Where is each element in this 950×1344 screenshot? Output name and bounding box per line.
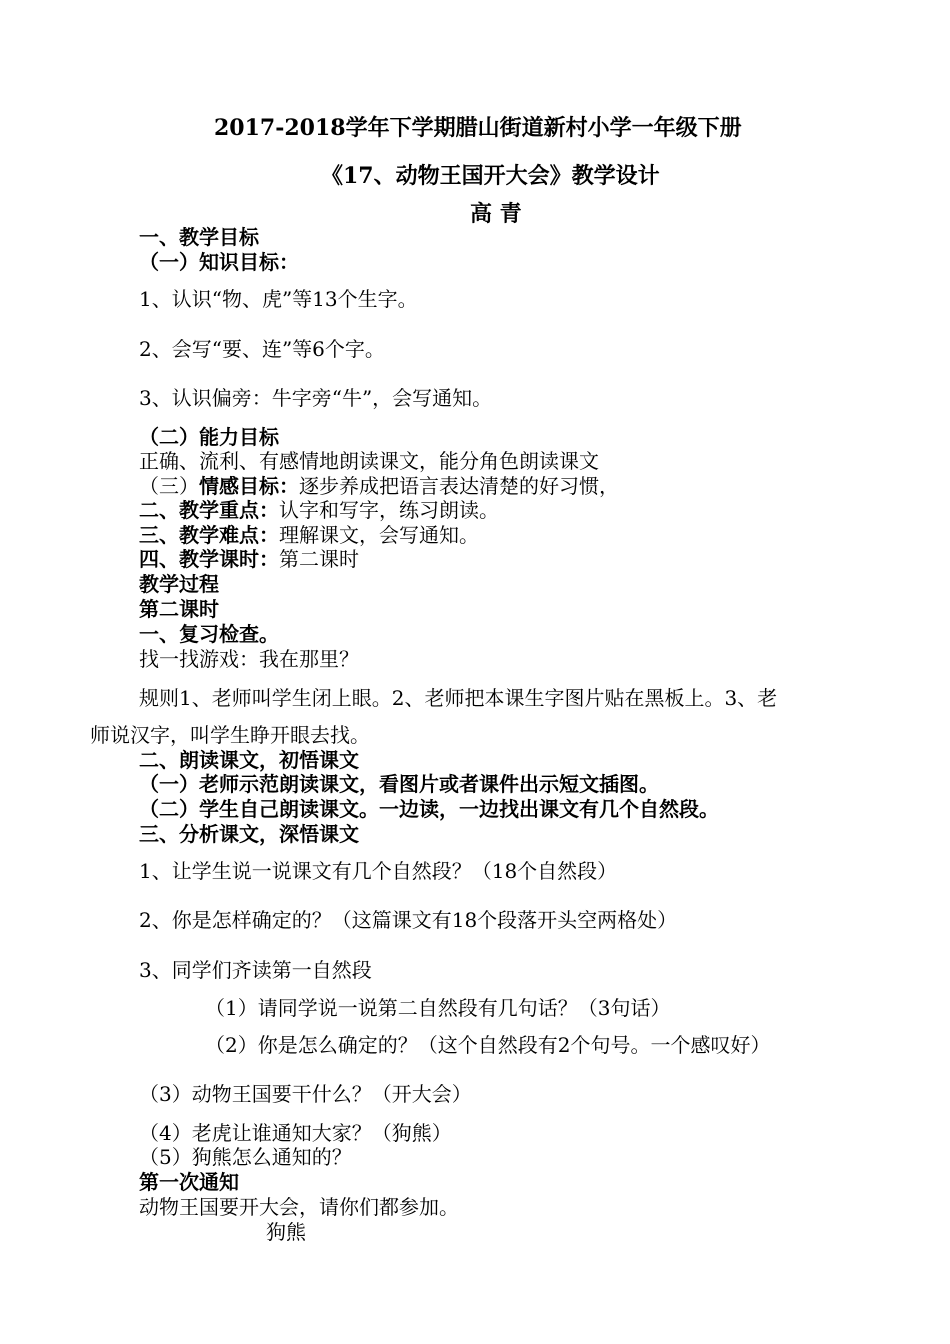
emotion-goal-label: 情感目标： <box>199 474 299 498</box>
teaching-key-label: 二、教学重点： <box>139 498 279 522</box>
knowledge-item-1: 1、认识“物、虎”等13个生字。 <box>139 287 418 311</box>
teaching-difficulty-line <box>139 523 479 547</box>
analysis-heading: 三、分析课文，深悟课文 <box>139 822 359 846</box>
reading-heading: 二、朗读课文，初悟课文 <box>139 748 359 772</box>
document-title-line2: 《17、动物王国开大会》教学设计 <box>321 163 660 189</box>
teaching-process-heading: 教学过程 <box>139 572 219 596</box>
analysis-item-3: 3、同学们齐读第一自然段 <box>139 958 372 982</box>
question-3: （3）动物王国要干什么？（开大会） <box>139 1082 472 1106</box>
teaching-hours-text: 第二课时 <box>279 547 359 571</box>
emotion-goal-text: 逐步养成把语言表达清楚的好习惯， <box>299 474 619 498</box>
first-notice-signature: 狗熊 <box>266 1220 306 1244</box>
rules-line-2: 师说汉字，叫学生睁开眼去找。 <box>90 723 370 747</box>
question-2: （2）你是怎么确定的？（这个自然段有2个句号。一个感叹好） <box>205 1033 771 1057</box>
teaching-hours-line <box>139 547 359 571</box>
emotion-goal-line <box>139 474 619 498</box>
lesson-two-heading: 第二课时 <box>139 597 219 621</box>
knowledge-item-3: 3、认识偏旁：牛字旁“牛”，会写通知。 <box>139 386 493 410</box>
question-1: （1）请同学说一说第二自然段有几句话？（3句话） <box>205 996 671 1020</box>
emotion-goal-prefix: （三） <box>139 474 199 498</box>
teaching-key-line <box>139 498 499 522</box>
ability-goal-text: 正确、流利、有感情地朗读课文，能分角色朗读课文 <box>139 449 599 473</box>
document-author: 高 青 <box>470 201 522 227</box>
rules-line-1: 规则1、老师叫学生闭上眼。2、老师把本课生字图片贴在黑板上。3、老 <box>139 686 778 710</box>
first-notice-heading: 第一次通知 <box>139 1170 239 1194</box>
section-teaching-goals: 一、教学目标 <box>139 225 259 249</box>
analysis-item-1: 1、让学生说一说课文有几个自然段？（18个自然段） <box>139 859 618 883</box>
teaching-difficulty-text: 理解课文，会写通知。 <box>279 523 479 547</box>
teaching-hours-label: 四、教学课时： <box>139 547 279 571</box>
question-5: （5）狗熊怎么通知的？ <box>139 1145 352 1169</box>
knowledge-item-2: 2、会写“要、连”等6个字。 <box>139 337 385 361</box>
question-4: （4）老虎让谁通知大家？（狗熊） <box>139 1121 452 1145</box>
subsection-ability-goals: （二）能力目标 <box>139 425 279 449</box>
teaching-difficulty-label: 三、教学难点： <box>139 523 279 547</box>
subsection-knowledge-goals: （一）知识目标： <box>139 250 299 274</box>
analysis-item-2: 2、你是怎样确定的？（这篇课文有18个段落开头空两格处） <box>139 908 678 932</box>
game-text: 找一找游戏：我在那里？ <box>139 647 359 671</box>
document-title-line1: 2017-2018学年下学期腊山街道新村小学一年级下册 <box>214 115 742 141</box>
first-notice-text: 动物王国要开大会，请你们都参加。 <box>139 1195 459 1219</box>
reading-step-1: （一）老师示范朗读课文，看图片或者课件出示短文插图。 <box>139 772 659 796</box>
teaching-key-text: 认字和写字，练习朗读。 <box>279 498 499 522</box>
review-heading: 一、复习检查。 <box>139 622 279 646</box>
reading-step-2: （二）学生自己朗读课文。一边读，一边找出课文有几个自然段。 <box>139 797 719 821</box>
